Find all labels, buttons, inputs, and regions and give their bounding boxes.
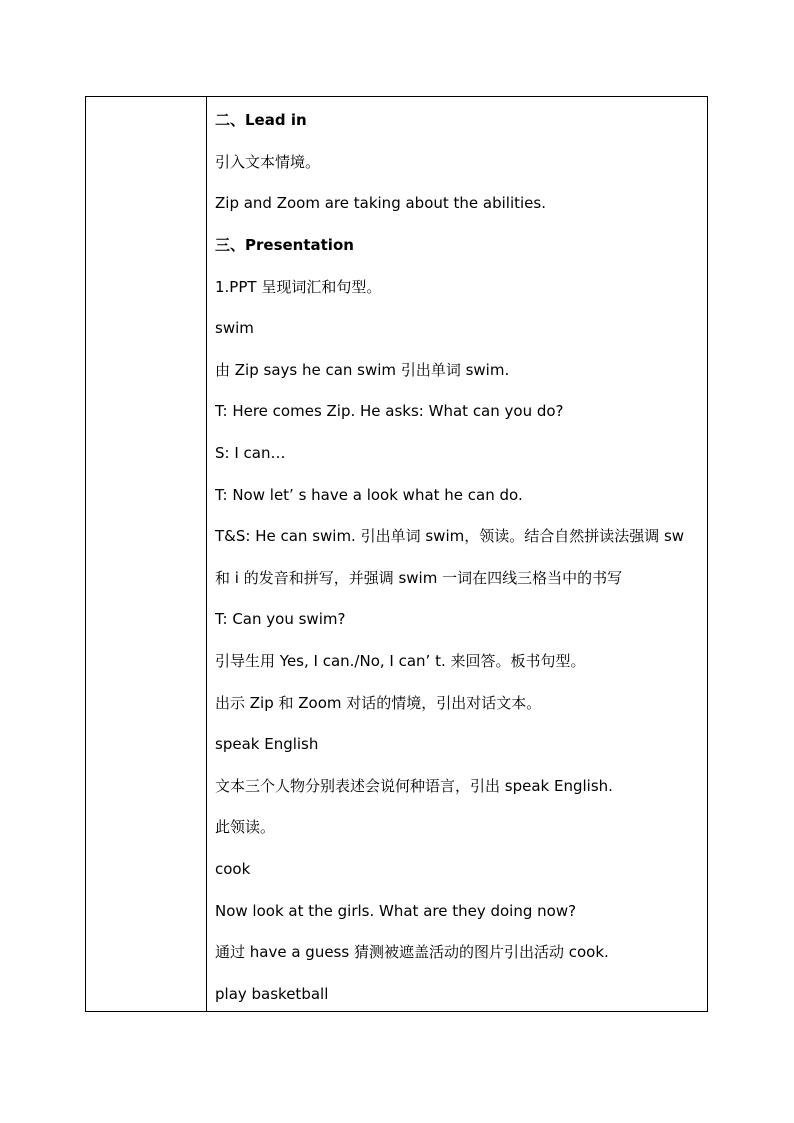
dialogue-line: T: Here comes Zip. He asks: What can you do? <box>215 402 564 420</box>
text-line: 此领读。 <box>215 818 276 836</box>
vocab-swim: swim <box>215 319 254 337</box>
text-line: 由 Zip says he can swim 引出单词 swim. <box>215 361 510 379</box>
table-left-cell <box>86 97 207 1011</box>
vocab-speak-english: speak English <box>215 735 319 753</box>
text-line: 引入文本情境。 <box>215 153 321 171</box>
lesson-table <box>85 96 708 1012</box>
text-line: 引导生用 Yes, I can./No, I can’ t. 来回答。板书句型。 <box>215 652 586 670</box>
vocab-cook: cook <box>215 860 251 878</box>
table-right-cell <box>207 97 707 1011</box>
dialogue-line: S: I can… <box>215 444 286 462</box>
text-line: 出示 Zip 和 Zoom 对话的情境，引出对话文本。 <box>215 694 542 712</box>
dialogue-line: T&S: He can swim. 引出单词 swim，领读。结合自然拼读法强调 sw <box>215 527 685 545</box>
dialogue-line: T: Can you swim? <box>215 610 346 628</box>
text-line: Zip and Zoom are taking about the abilities. <box>215 194 546 212</box>
vocab-play-basketball: play basketball <box>215 985 329 1003</box>
text-line: 1.PPT 呈现词汇和句型。 <box>215 278 382 296</box>
text-line: 文本三个人物分别表述会说何种语言，引出 speak English. <box>215 777 613 795</box>
section-heading-presentation: 三、Presentation <box>215 236 354 254</box>
dialogue-line: T: Now let’ s have a look what he can do. <box>215 486 523 504</box>
dialogue-line: Now look at the girls. What are they doing now? <box>215 902 577 920</box>
text-line: 和 i 的发音和拼写，并强调 swim 一词在四线三格当中的书写 <box>215 569 623 587</box>
text-line: 通过 have a guess 猜测被遮盖活动的图片引出活动 cook. <box>215 943 609 961</box>
section-heading-lead-in: 二、Lead in <box>215 111 307 129</box>
